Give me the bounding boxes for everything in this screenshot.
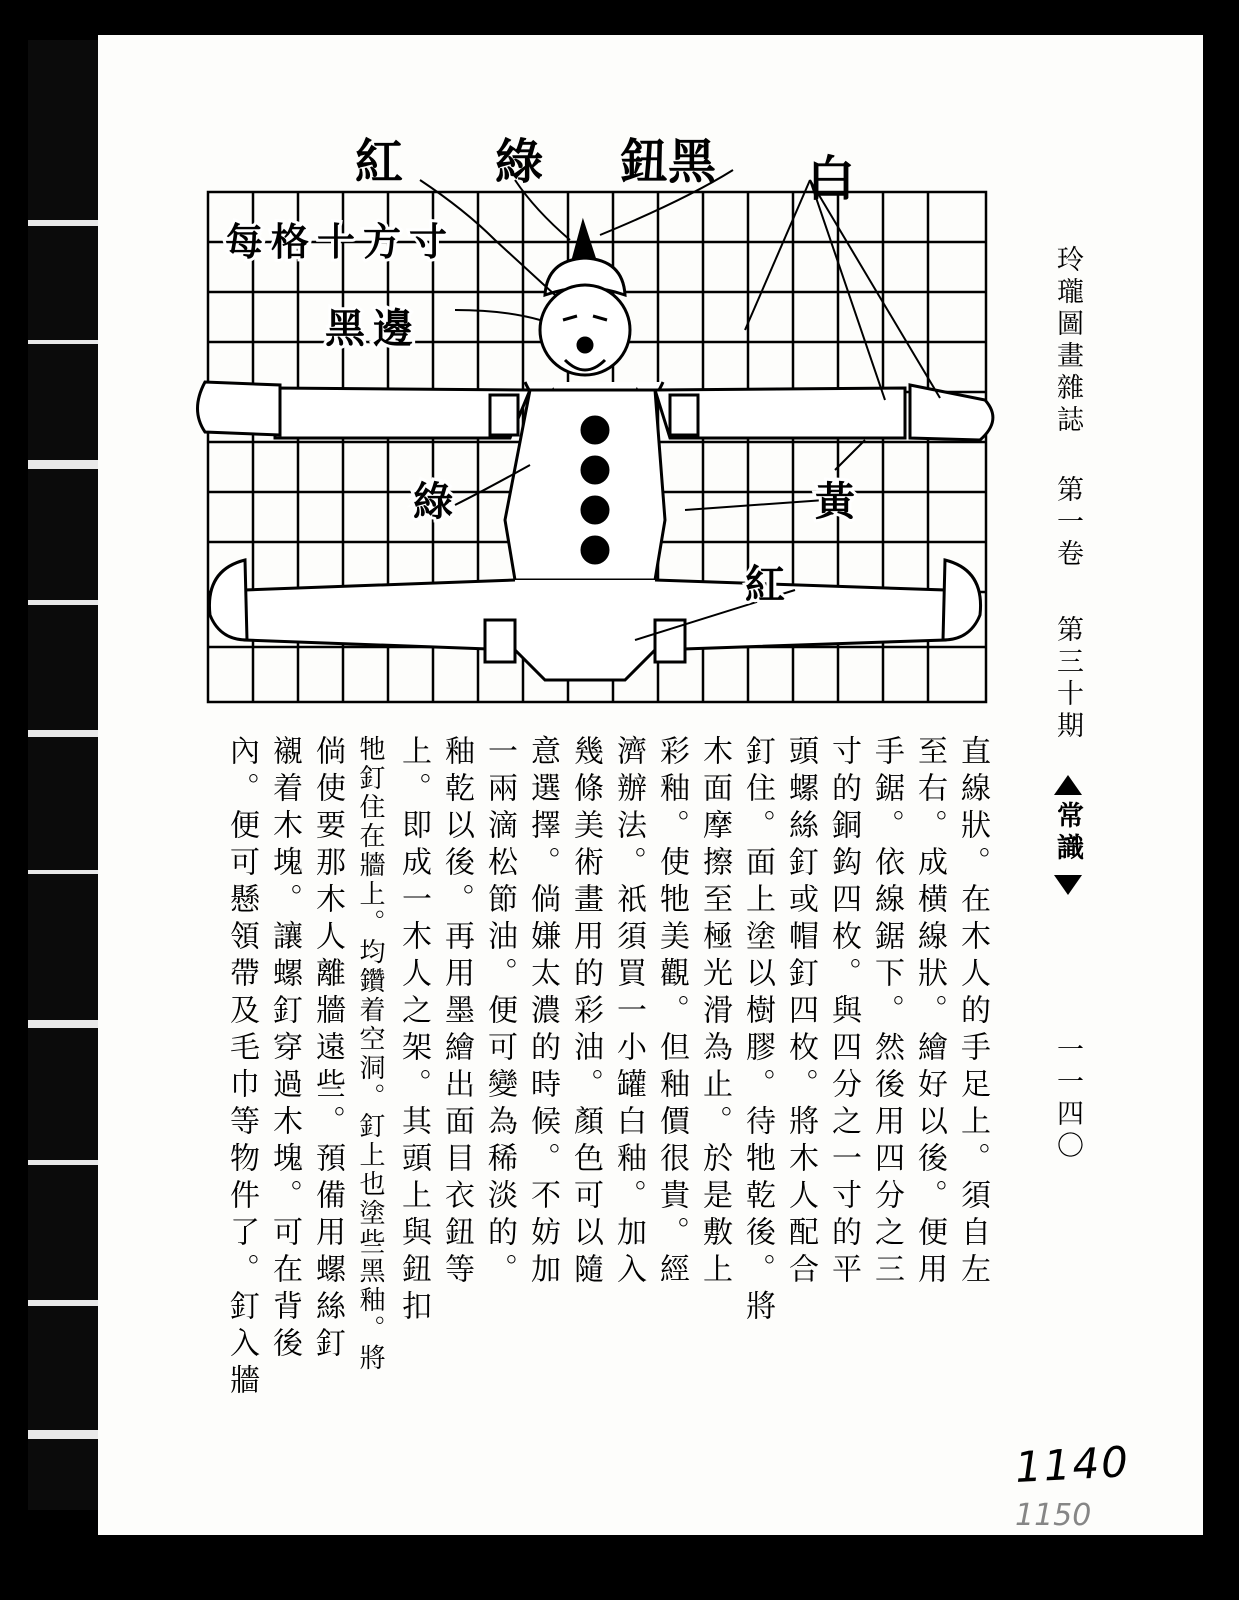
text-column: 倘使要那木人離牆遠些。預備用螺絲釘 <box>310 735 345 1364</box>
handwritten-number: 1140 <box>1013 1437 1132 1492</box>
magazine-title: 玲瓏圖畫雜誌 <box>1052 245 1083 437</box>
text-column: 內。便可懸領帶及毛巾等物件了。釘入牆 <box>224 735 259 1401</box>
text-column: 至右。成横線狀。繪好以後。便用 <box>912 735 947 1290</box>
label-white: 白 <box>807 151 856 207</box>
text-column: 襯着木塊。讓螺釘穿過木塊。可在背後 <box>267 735 302 1364</box>
text-column: 濟辦法。祇須買一小罐白釉。加入 <box>611 735 646 1290</box>
text-column: 意選擇。倘嫌太濃的時候。不妨加 <box>525 735 560 1290</box>
text-column: 彩釉。使牠美觀。但釉價很貴。經 <box>654 735 689 1290</box>
text-column: 手鋸。依線鋸下。然後用四分之三 <box>869 735 904 1290</box>
volume-number: 第一卷 <box>1052 475 1083 571</box>
text-column: 直線狀。在木人的手足上。須自左 <box>955 735 990 1290</box>
page-number: 一一四〇 <box>1052 1035 1083 1163</box>
handwritten-number-faded: 1150 <box>1015 1498 1092 1533</box>
text-column: 幾條美術畫用的彩油。顏色可以隨 <box>568 735 603 1290</box>
side-margin <box>1040 245 1095 1195</box>
label-yellow: 黃 <box>815 478 855 525</box>
label-green-mid: 綠 <box>413 478 453 525</box>
scan-binding-edge <box>28 40 98 1510</box>
label-red-top: 紅 <box>355 134 404 190</box>
label-black-edge: 黑邊 <box>325 305 421 352</box>
text-column: 上。即成一木人之架。其頭上與鈕扣 <box>396 735 431 1327</box>
section-title: 常識 <box>1052 801 1083 865</box>
text-column: 釉乾以後。再用墨繪出面目衣鈕等 <box>439 735 474 1290</box>
text-column: 一兩滴松節油。便可變為稀淡的。 <box>482 735 517 1290</box>
text-column: 牠釘住在牆上。均鑽着空洞。釘上也塗些黑釉。將 <box>355 735 385 1373</box>
triangle-up-icon <box>1054 775 1082 795</box>
clown-grid-figure <box>185 120 1015 720</box>
label-grid-note: 每格十方寸 <box>225 219 456 264</box>
label-red-mid: 紅 <box>745 561 785 608</box>
triangle-down-icon <box>1054 875 1082 895</box>
text-column: 木面摩擦至極光滑為止。於是敷上 <box>697 735 732 1290</box>
label-black-button: 鈕黑 <box>620 134 717 190</box>
text-column: 釘住。面上塗以樹膠。待牠乾後。將 <box>740 735 775 1327</box>
text-column: 頭螺絲釘或帽釘四枚。將木人配合 <box>783 735 818 1290</box>
label-green-top: 綠 <box>495 134 544 190</box>
issue-number: 第三十期 <box>1052 615 1083 743</box>
text-column: 寸的銅鈎四枚。與四分之一寸的平 <box>826 735 861 1290</box>
